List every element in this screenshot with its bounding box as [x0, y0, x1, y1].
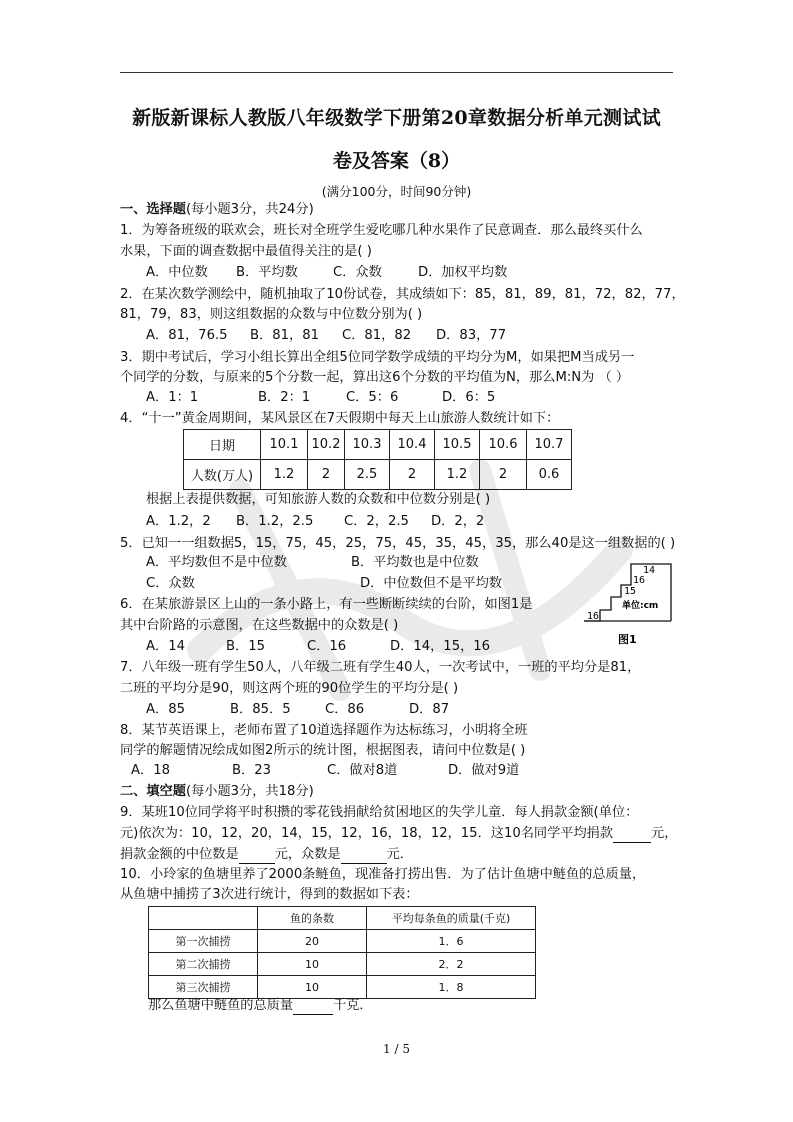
q2-option-a: A．81，76.5	[146, 328, 228, 343]
q4-option-a: A．1.2，2	[146, 514, 211, 529]
step-label: 16	[587, 611, 600, 622]
table-row	[184, 460, 572, 490]
answer-blank[interactable]	[613, 828, 651, 843]
table-cell: 10.7	[527, 430, 572, 460]
q1-option-a: A．中位数	[146, 265, 208, 280]
q2-text-line2: 81，79，83，则这组数据的众数与中位数分别为( )	[120, 307, 423, 322]
q4-option-b: B．1.2，2.5	[236, 514, 314, 529]
q3-option-d: D．6：5	[442, 390, 496, 405]
q1-option-d: D．加权平均数	[418, 265, 508, 280]
section2-title: 二、填空题	[120, 784, 186, 799]
q7-text-line1: 7．八年级一班有学生50人，八年级二班有学生40人，一次考试中，一班的平均分是81，	[120, 660, 641, 675]
visitor-table	[183, 429, 572, 490]
unit-label: 单位:cm	[622, 601, 659, 611]
q7-text-line2: 二班的平均分是90，则这两个班的90位学生的平均分是( )	[120, 681, 459, 696]
table-cell: 2.5	[345, 460, 390, 490]
q10-text-line2: 从鱼塘中捕捞了3次进行统计，得到的数据如下表：	[120, 887, 419, 902]
table-cell: 2．2	[367, 953, 536, 976]
q5-option-a: A．平均数但不是中位数	[146, 555, 287, 570]
q2-option-d: D．83，77	[436, 328, 507, 343]
table-cell: 2	[480, 460, 527, 490]
q9-text: 元，	[651, 826, 678, 841]
q6-text-line2: 其中台阶路的示意图，在这些数据中的众数是( )	[120, 618, 399, 633]
q7-option-a: A．85	[146, 702, 185, 717]
section2-heading	[120, 783, 314, 801]
q8-option-c: C．做对8道	[327, 763, 398, 778]
page-number: 1 / 5	[383, 1042, 410, 1056]
q7-option-d: D．87	[409, 702, 450, 717]
answer-blank[interactable]	[239, 849, 275, 864]
table-row	[149, 907, 536, 930]
q3-text-line2: 个同学的分数，与原来的5个分数一起，算出这6个分数的平均值为N，那么M:N为 （ ）	[120, 370, 630, 385]
q9-text: 元．	[386, 847, 413, 862]
fish-table	[148, 906, 536, 999]
q7-option-c: C．86	[325, 702, 365, 717]
q8-text-line2: 同学的解题情况绘成如图2所示的统计图，根据图表，请问中位数是( )	[120, 743, 526, 758]
table-row	[149, 953, 536, 976]
table-cell: 1.2	[261, 460, 308, 490]
step-label: 16	[633, 575, 646, 586]
q8-text-line1: 8．某节英语课上，老师布置了10道选择题作为达标练习，小明将全班	[120, 723, 528, 738]
q4-option-d: D．2，2	[431, 514, 485, 529]
table-row	[149, 930, 536, 953]
q6-option-b: B．15	[226, 639, 266, 654]
table-cell: 2	[390, 460, 435, 490]
exam-info: (满分100分，时间90分钟)	[321, 184, 472, 199]
table-header-cell	[149, 907, 258, 930]
q5-option-d: D．中位数但不是平均数	[360, 576, 503, 591]
q2-text-line1: 2．在某次数学测绘中，随机抽取了10份试卷，其成绩如下：85，81，89，81，72，82，77，	[120, 287, 685, 302]
q7-option-b: B．85．5	[230, 702, 291, 717]
q1-text-line1: 1．为筹备班级的联欢会，班长对全班学生爱吃哪几种水果作了民意调查．那么最终买什么	[120, 223, 643, 238]
table-row	[149, 976, 536, 999]
q1-option-b: B．平均数	[236, 265, 298, 280]
q4-option-c: C．2，2.5	[344, 514, 409, 529]
q2-option-b: B．81，81	[250, 328, 319, 343]
q3-option-b: B．2：1	[258, 390, 311, 405]
table-header-cell: 人数(万人)	[184, 460, 261, 490]
section2-note: (每小题3分，共18分)	[185, 784, 314, 799]
table-cell: 10	[258, 953, 367, 976]
q9-text: 元)依次为：10，12，20，14，15，12，16，18，12，15．这10名同学平均捐款	[120, 826, 614, 841]
q3-option-a: A．1：1	[146, 390, 199, 405]
table-cell: 1．8	[367, 976, 536, 999]
table-cell: 第二次捕捞	[149, 953, 258, 976]
header-rule	[120, 72, 673, 73]
q5-option-b: B．平均数也是中位数	[351, 555, 479, 570]
q1-text-line2: 水果，下面的调查数据中最值得关注的是( )	[120, 244, 372, 259]
table-cell: 第三次捕捞	[149, 976, 258, 999]
table-cell: 10.3	[345, 430, 390, 460]
document-title-line2: 卷及答案（8）	[332, 150, 461, 172]
q9-text: 元，众数是	[274, 847, 341, 862]
table-row	[184, 430, 572, 460]
q6-option-c: C．16	[307, 639, 347, 654]
table-cell: 10.4	[390, 430, 435, 460]
table-cell: 20	[258, 930, 367, 953]
q10-text: 那么鱼塘中鲢鱼的总质量	[148, 998, 294, 1013]
q10-text: 千克．	[333, 998, 373, 1013]
q4-text-line1: 4．“十一”黄金周期间，某风景区在7天假期中每天上山旅游人数统计如下：	[120, 411, 560, 426]
q1-option-c: C．众数	[333, 265, 382, 280]
q10-text-line1: 10．小玲家的鱼塘里养了2000条鲢鱼，现准备打捞出售．为了估计鱼塘中鲢鱼的总质量，	[120, 867, 646, 882]
table-header-cell: 平均每条鱼的质量(千克)	[367, 907, 536, 930]
q9-text-line3	[120, 846, 413, 864]
q5-text-line1: 5．已知一一组数据5，15，75，45，25，75，45，35，45，35，那么40是这一组数据的( )	[120, 536, 676, 551]
section1-note: (每小题3分，共24分)	[185, 202, 314, 217]
q9-text-line2	[120, 825, 677, 843]
q6-text-line1: 6．在某旅游景区上山的一条小路上，有一些断断续续的台阶，如图1是	[120, 597, 533, 612]
q9-text: 捐款金额的中位数是	[120, 847, 239, 862]
q3-option-c: C．5：6	[346, 390, 399, 405]
q6-option-a: A．14	[146, 639, 185, 654]
q3-text-line1: 3．期中考试后，学习小组长算出全组5位同学数学成绩的平均分为M，如果把M当成另一	[120, 350, 635, 365]
table-cell: 0.6	[527, 460, 572, 490]
q6-option-d: D．14，15，16	[390, 639, 491, 654]
q8-option-d: D．做对9道	[448, 763, 520, 778]
stairs-figure	[580, 561, 675, 651]
table-cell: 1.2	[435, 460, 480, 490]
section1-heading	[120, 201, 314, 219]
q10-text-after	[148, 997, 373, 1015]
answer-blank[interactable]	[341, 849, 387, 864]
q9-text-line1: 9．某班10位同学将平时积攒的零花钱捐献给贫困地区的失学儿童．每人捐款金额(单位：	[120, 805, 639, 820]
step-label: 14	[643, 565, 656, 576]
table-cell: 2	[308, 460, 345, 490]
step-label: 15	[624, 586, 637, 597]
document-title-line1: 新版新课标人教版八年级数学下册第20章数据分析单元测试试	[132, 107, 661, 129]
answer-blank[interactable]	[293, 1000, 333, 1015]
table-cell: 1．6	[367, 930, 536, 953]
table-header-cell: 日期	[184, 430, 261, 460]
q5-option-c: C．众数	[146, 576, 195, 591]
figure-caption: 图1	[618, 633, 637, 646]
q2-option-c: C．81，82	[342, 328, 412, 343]
table-cell: 10.6	[480, 430, 527, 460]
table-cell: 10.2	[308, 430, 345, 460]
q8-option-a: A．18	[131, 763, 170, 778]
table-cell: 10.5	[435, 430, 480, 460]
table-cell: 10	[258, 976, 367, 999]
section1-title: 一、选择题	[120, 202, 186, 217]
table-cell: 10.1	[261, 430, 308, 460]
q8-option-b: B．23	[232, 763, 272, 778]
table-cell: 第一次捕捞	[149, 930, 258, 953]
q4-text-after: 根据上表提供数据，可知旅游人数的众数和中位数分别是( )	[146, 492, 491, 507]
table-header-cell: 鱼的条数	[258, 907, 367, 930]
